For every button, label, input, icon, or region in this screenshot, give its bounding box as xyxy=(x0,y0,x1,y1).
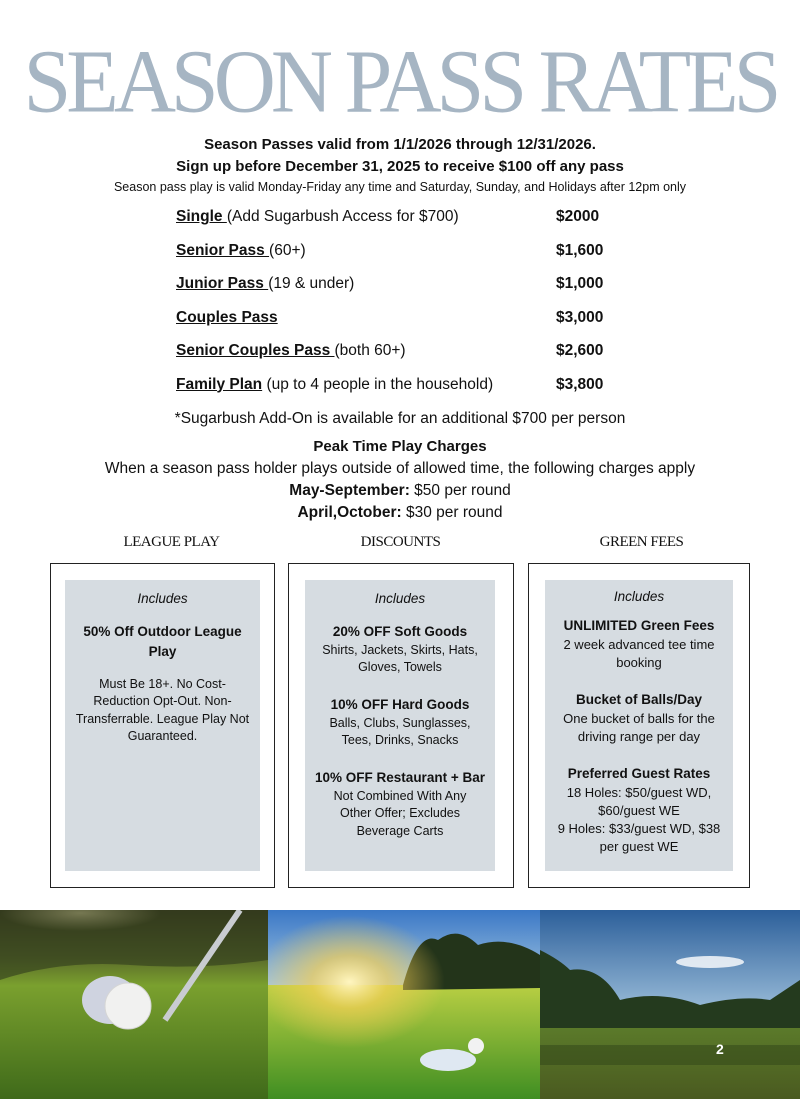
includes-label: Includes xyxy=(374,591,426,606)
peak-rate: $30 per round xyxy=(401,504,503,521)
rate-row xyxy=(176,275,636,309)
includes-label: Includes xyxy=(137,591,188,606)
page-title: SEASON PASS RATES xyxy=(23,30,777,132)
green-item-text: 9 Holes: $33/guest WD, $38 per guest WE xyxy=(557,820,721,854)
photo-strip xyxy=(0,910,800,1099)
validity-dates: Season Passes valid from 1/1/2026 through 12/31/2026. xyxy=(204,136,596,153)
play-time-rules: Season pass play is valid Monday-Friday any time and Saturday, Sunday, and Holidays after 12pm only xyxy=(113,180,687,194)
golf-club-ball-photo xyxy=(0,910,268,1099)
rate-detail: (both 60+) xyxy=(334,342,406,359)
peak-charge xyxy=(0,504,800,522)
discount-title: 10% OFF Hard Goods xyxy=(330,696,470,712)
includes-label: Includes xyxy=(613,589,665,604)
discount-text: Shirts, Jackets, Skirts, Hats, Gloves, Towels xyxy=(322,642,478,674)
peak-period: April,October: xyxy=(297,504,402,521)
green-item-title: Preferred Guest Rates xyxy=(567,765,711,781)
discounts-heading: DISCOUNTS xyxy=(360,534,441,550)
rate-price: $1,600 xyxy=(556,241,604,259)
rate-detail: (up to 4 people in the household) xyxy=(262,375,494,393)
discounts-box xyxy=(288,563,514,888)
green-item-text: One bucket of balls for the driving range per day xyxy=(563,710,715,744)
early-signup-offer: Sign up before December 31, 2025 to receive $100 off any pass xyxy=(176,158,624,175)
rate-price: $3,000 xyxy=(556,308,604,326)
rate-name: Senior Couples Pass xyxy=(176,342,335,359)
rate-row xyxy=(176,376,636,410)
addon-note: *Sugarbush Add-On is available for an additional $700 per person xyxy=(174,410,626,427)
green-fees-heading: GREEN FEES xyxy=(599,534,684,550)
peak-heading: Peak Time Play Charges xyxy=(313,438,487,455)
rate-row xyxy=(176,309,636,343)
golf-course-fairway-photo xyxy=(540,910,800,1099)
peak-description: When a season pass holder plays outside of allowed time, the following charges apply xyxy=(104,460,696,477)
league-heading: LEAGUE PLAY xyxy=(123,534,220,550)
rate-name: Family Plan xyxy=(176,375,263,393)
rate-name: Senior Pass xyxy=(176,241,270,259)
green-fees-box xyxy=(528,563,750,888)
discount-text: Not Combined With Any Other Offer; Excludes Beverage Carts xyxy=(333,788,467,838)
league-item-title: 50% Off Outdoor League Play xyxy=(83,623,242,659)
discount-title: 20% OFF Soft Goods xyxy=(332,623,468,639)
golf-green-sunrise-photo xyxy=(268,910,540,1099)
rate-name: Single xyxy=(176,208,227,225)
rate-row xyxy=(176,208,636,242)
league-box xyxy=(50,563,275,888)
discounts-panel xyxy=(305,580,495,871)
green-item-text: 2 week advanced tee time booking xyxy=(563,636,715,670)
green-fees-panel xyxy=(545,580,733,871)
rate-price: $2000 xyxy=(556,208,600,225)
rate-detail: (19 & under) xyxy=(268,275,355,292)
rate-detail: (Add Sugarbush Access for $700) xyxy=(226,208,459,225)
rate-price: $3,800 xyxy=(556,375,604,393)
rate-row xyxy=(176,342,636,376)
rate-row xyxy=(176,242,636,276)
rate-detail: (60+) xyxy=(269,241,306,259)
page-number: 2 xyxy=(716,1041,724,1057)
rate-price: $2,600 xyxy=(556,342,604,359)
rates-list xyxy=(176,208,636,409)
peak-charge xyxy=(0,482,800,500)
green-item-title: Bucket of Balls/Day xyxy=(575,691,703,707)
peak-period: May-September: xyxy=(289,482,410,499)
peak-rate: $50 per round xyxy=(409,482,511,499)
green-item-text: 18 Holes: $50/guest WD, $60/guest WE xyxy=(566,784,712,818)
discount-text: Balls, Clubs, Sunglasses, Tees, Drinks, Snacks xyxy=(329,715,471,747)
league-item-text: Must Be 18+. No Cost-Reduction Opt-Out. Non-Transferrable. League Play Not Guaranteed. xyxy=(75,676,250,743)
rate-name: Couples Pass xyxy=(176,308,278,326)
green-item-title: UNLIMITED Green Fees xyxy=(563,617,715,633)
league-panel xyxy=(65,580,260,871)
discount-title: 10% OFF Restaurant + Bar xyxy=(315,769,485,785)
rate-price: $1,000 xyxy=(556,275,604,292)
rate-name: Junior Pass xyxy=(176,275,269,292)
